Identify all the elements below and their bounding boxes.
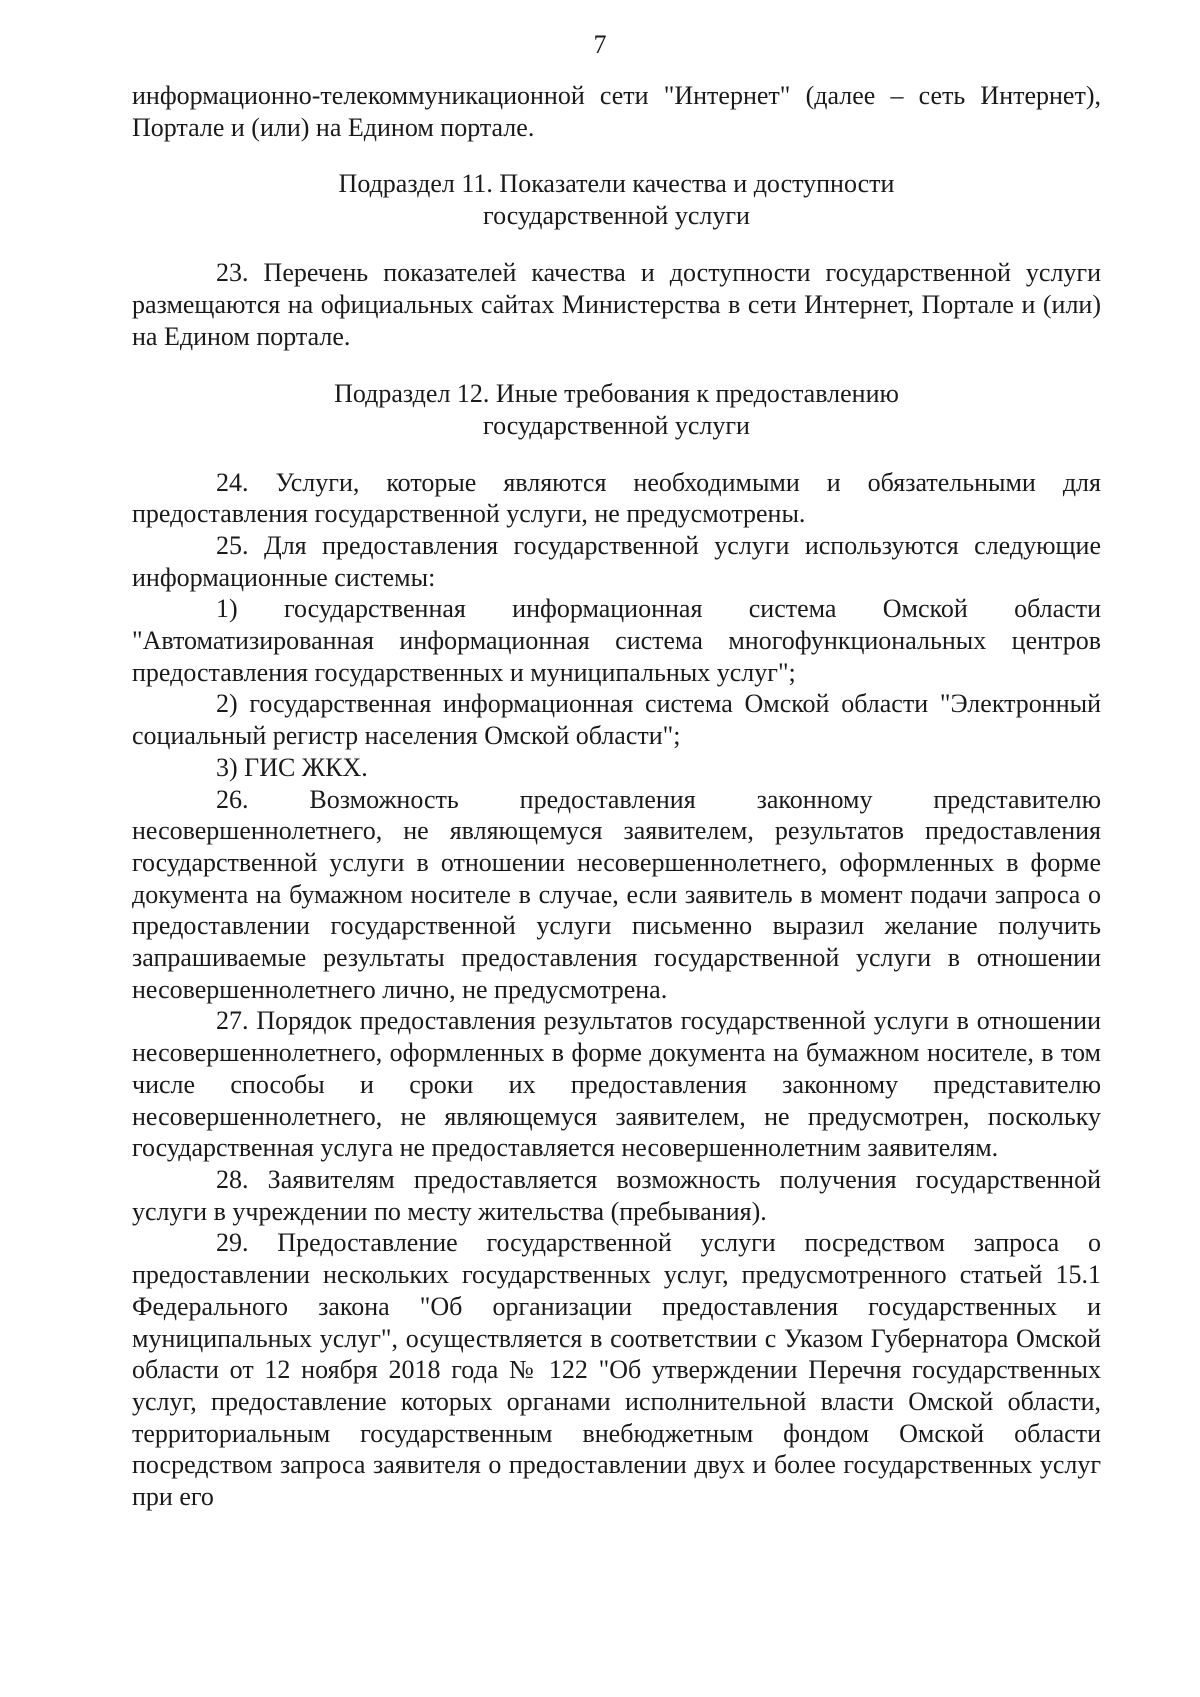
subsection-12-title-line1: Подраздел 12. Иные требования к предоставлению <box>334 378 899 408</box>
paragraph-28: 28. Заявителям предоставляется возможность получения государственной услуги в учреждении по месту жительства (пребывания). <box>132 1164 1101 1226</box>
subsection-11-title-line2: государственной услуги <box>483 201 750 231</box>
subsection-12-title-line2: государственной услуги <box>483 410 750 440</box>
paragraph-26: 26. Возможность предоставления законному представителю несовершеннолетнего, не являющемуся заявителем, результатов предоставления государственной услуги в отношении несовершеннолетнего, оформленных в форме документа на бумажном носителе в случае, если заявитель в момент подачи запроса о предоставлении государственной услуги письменно выразил желание получить запрашиваемые результаты предоставления государственной услуги в отношении несовершеннолетнего лично, не предусмотрена. <box>132 784 1101 1004</box>
paragraph-25-item-2: 2) государственная информационная система Омской области "Электронный социальный регистр населения Омской области"; <box>132 689 1101 751</box>
paragraph-25: 25. Для предоставления государственной услуги используются следующие информационные системы: <box>132 530 1101 592</box>
paragraph-27: 27. Порядок предоставления результатов государственной услуги в отношении несовершеннолетнего, оформленных в форме документа на бумажном носителе, в том числе способы и сроки их предоставления законному представителю несовершеннолетнего, не являющемуся заявителем, не предусмотрен, поскольку государственная услуга не предоставляется несовершеннолетним заявителям. <box>132 1006 1101 1163</box>
subsection-11-heading <box>132 168 1101 232</box>
paragraph-continuation: информационно-телекоммуникационной сети "Интернет" (далее – сеть Интернет), Портале и (или) на Едином портале. <box>132 81 1101 142</box>
paragraph-23: 23. Перечень показателей качества и доступности государственной услуги размещаются на официальных сайтах Министерства в сети Интернет, Портале и (или) на Едином портале. <box>132 258 1101 351</box>
subsection-12-heading <box>132 378 1101 442</box>
subsection-11-title-line1: Подраздел 11. Показатели качества и доступности <box>338 169 895 199</box>
document-body <box>132 80 1101 1513</box>
paragraph-29: 29. Предоставление государственной услуги посредством запроса о предоставлении нескольких государственных услуг, предусмотренного статьей 15.1 Федерального закона "Об организации предоставления государственных и муниципальных услуг", осуществляется в соответствии с Указом Губернатора Омской области от 12 ноября 2018 года № 122 "Об утверждении Перечня государственных услуг, предоставление которых органами исполнительной власти Омской области, территориальным государственным внебюджетным фондом Омской области посредством запроса заявителя о предоставлении двух и более государственных услуг при его <box>132 1228 1101 1512</box>
page-number: 7 <box>593 30 607 59</box>
paragraph-24: 24. Услуги, которые являются необходимыми и обязательными для предоставления государственной услуги, не предусмотрены. <box>132 467 1101 529</box>
paragraph-25-item-1: 1) государственная информационная система Омской области "Автоматизированная информационная система многофункциональных центров предоставления государственных и муниципальных услуг"; <box>132 594 1101 687</box>
paragraph-25-item-3: 3) ГИС ЖКХ. <box>216 752 368 782</box>
